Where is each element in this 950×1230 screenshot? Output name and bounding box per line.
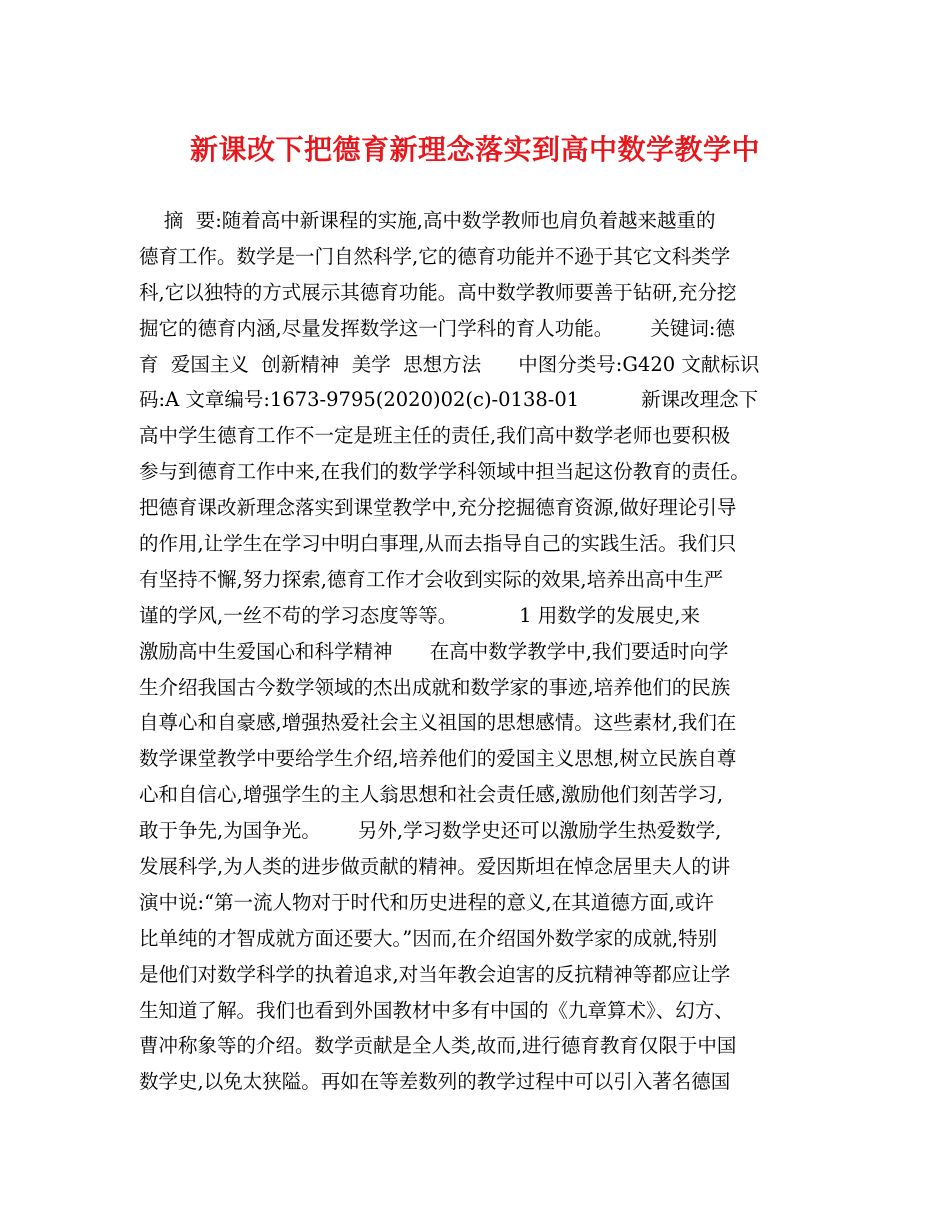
body-line: 自尊心和自豪感,增强热爱社会主义祖国的思想感情。这些素材,我们在 (139, 711, 737, 735)
body-line: 参与到德育工作中来,在我们的数学学科领域中担当起这份教育的责任。 (139, 460, 750, 484)
body-line: 有坚持不懈,努力探索,德育工作才会收到实际的效果,培养出高中生严 (139, 567, 724, 591)
body-line: 激励高中生爱国心和科学精神 在高中数学教学中,我们要适时向学 (139, 639, 729, 663)
body-line: 敢于争先,为国争光。 另外,学习数学史还可以激励学生热爱数学, (139, 819, 722, 843)
body-line: 把德育课改新理念落实到课堂教学中,充分挖掘德育资源,做好理论引导 (139, 496, 737, 520)
body-line: 生介绍我国古今数学领域的杰出成就和数学家的事迹,培养他们的民族 (139, 675, 731, 699)
body-line: 摘 要:随着高中新课程的实施,高中数学教师也肩负着越来越重的 (139, 209, 716, 232)
body-line: 科,它以独特的方式展示其德育功能。高中数学教师要善于钻研,充分挖 (139, 280, 737, 304)
body-line: 心和自信心,增强学生的主人翁思想和社会责任感,激励他们刻苦学习, (139, 783, 724, 807)
body-line: 码:A 文章编号:1673-9795(2020)02(c)-0138-01 新课改理念下 (139, 388, 759, 412)
document-body (139, 203, 819, 1100)
body-line: 德育工作。数学是一门自然科学,它的德育功能并不逊于其它文科类学 (139, 244, 731, 268)
body-line: 谨的学风,一丝不苟的学习态度等等。 1 用数学的发展史,来 (139, 603, 700, 627)
body-line: 演中说:“第一流人物对于时代和历史进程的意义,在其道德方面,或许 (139, 890, 714, 914)
body-line: 数学课堂教学中要给学生介绍,培养他们的爱国主义思想,树立民族自尊 (139, 747, 737, 771)
body-line: 发展科学,为人类的进步做贡献的精神。爱因斯坦在悼念居里夫人的讲 (139, 855, 731, 879)
body-line: 比单纯的才智成就方面还要大。”因而,在介绍国外数学家的成就,特别 (139, 926, 718, 950)
body-line: 育 爱国主义 创新精神 美学 思想方法 中图分类号:G420 文献标识 (139, 352, 760, 376)
body-line: 数学史,以免太狭隘。再如在等差数列的教学过程中可以引入著名德国 (139, 1070, 731, 1094)
body-line: 曹冲称象等的介绍。数学贡献是全人类,故而,进行德育教育仅限于中国 (139, 1034, 737, 1058)
body-line: 的作用,让学生在学习中明白事理,从而去指导自己的实践生活。我们只 (139, 532, 737, 556)
body-line: 高中学生德育工作不一定是班主任的责任,我们高中数学老师也要积极 (139, 424, 731, 448)
body-line: 是他们对数学科学的执着追求,对当年教会迫害的反抗精神等都应让学 (139, 962, 731, 986)
document-title: 新课改下把德育新理念落实到高中数学教学中 (189, 133, 760, 166)
body-line: 掘它的德育内涵,尽量发挥数学这一门学科的育人功能。 关键词:德 (139, 316, 735, 340)
body-line: 生知道了解。我们也看到外国教材中多有中国的《九章算术》、幻方、 (139, 998, 734, 1022)
